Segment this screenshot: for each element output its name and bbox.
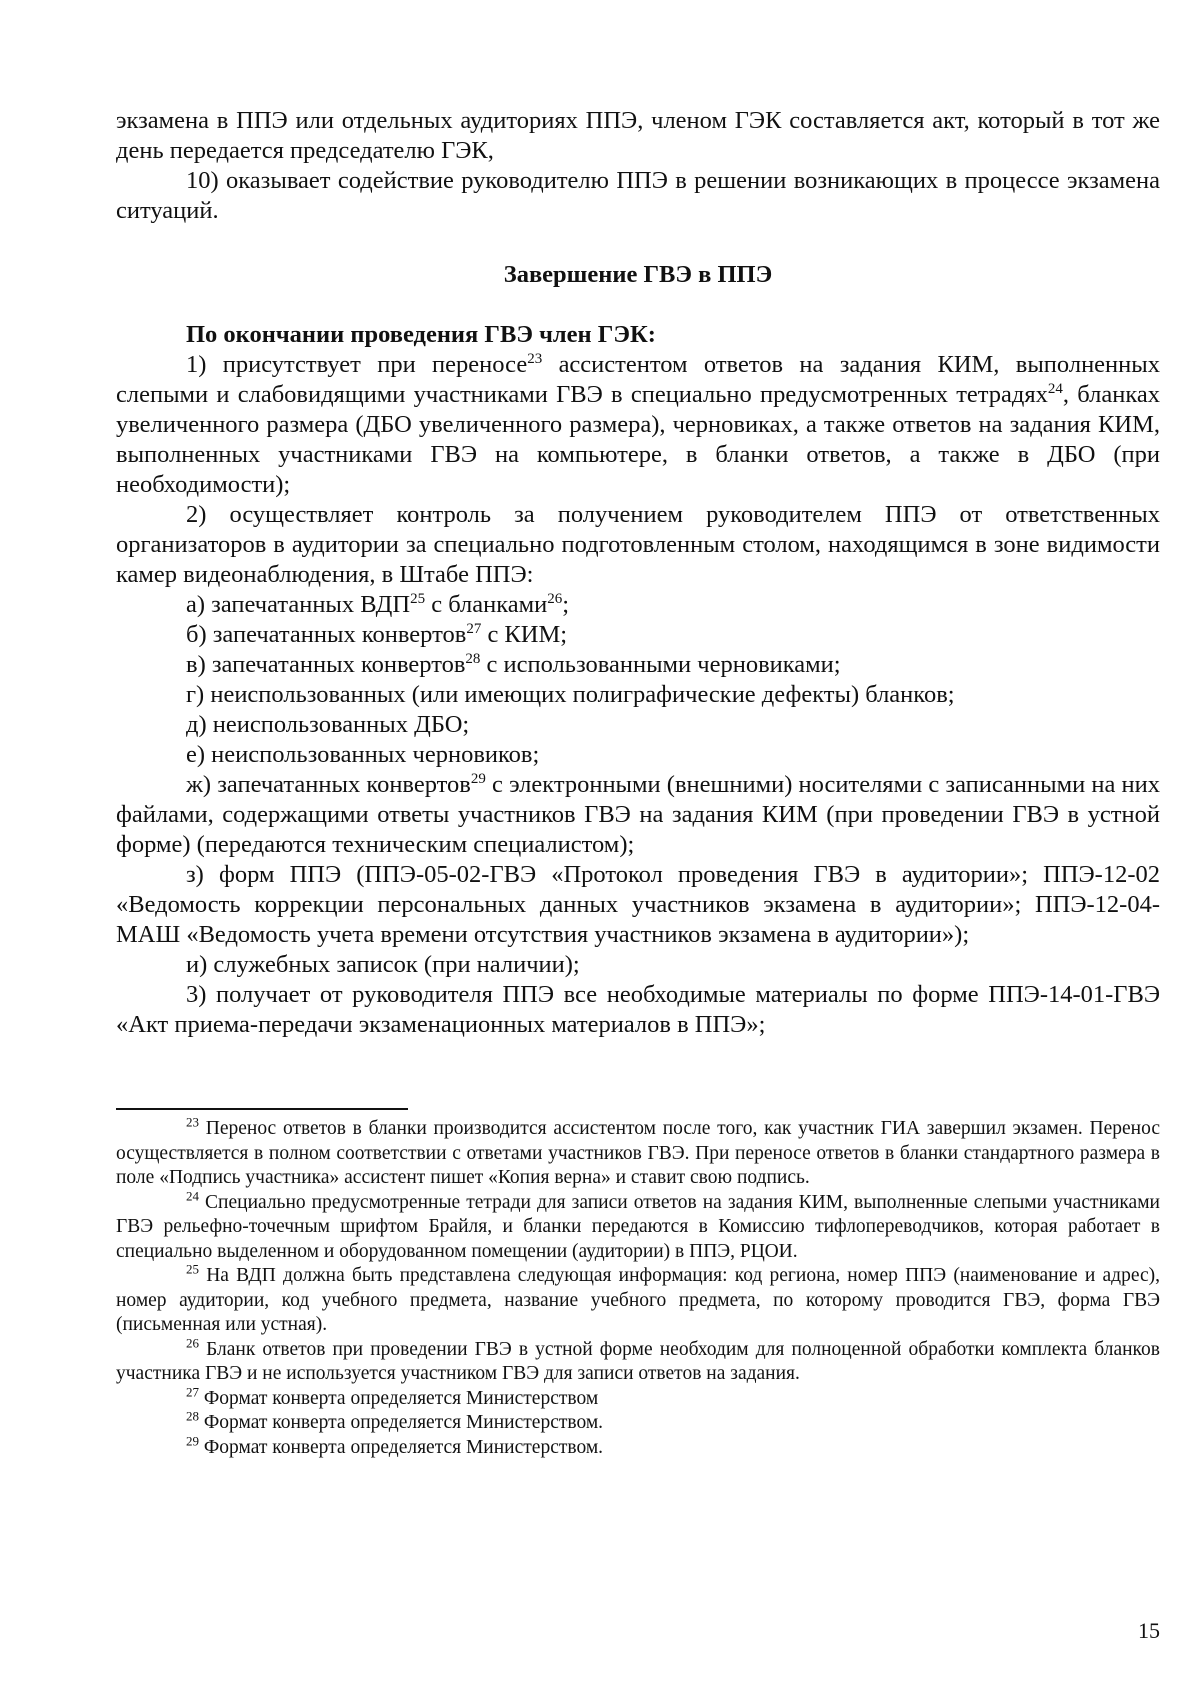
sub-item-e: е) неиспользованных черновиков; (186, 741, 540, 768)
continuation-paragraph: экзамена в ППЭ или отдельных аудиториях ППЭ, членом ГЭК составляется акт, который в тот же день передается председателю ГЭК, (116, 107, 1160, 164)
sub-item-b: б) запечатанных конвертов$^{27}$ с КИМ; (186, 620, 568, 648)
item-1: 1) присутствует при переносе$^{23}$ ассистентом ответов на задания КИМ, выполненных слепыми и слабовидящими участниками ГВЭ в специально предусмотренных тетрадях$^{24}$, бланках увеличенного размера (ДБО увеличенного размера), черновиках, а также ответов на задания КИМ, выполненных участниками ГВЭ на компьютере, в бланки ответов, а также в ДБО (при необходимости); (116, 350, 1160, 498)
footnotes (116, 1114, 1160, 1460)
sub-item-a: а) запечатанных ВДП$^{25}$ с бланками$^{26}$; (186, 590, 570, 618)
footnote-ref: 24 (1047, 380, 1063, 397)
item-10: 10) оказывает содействие руководителю ППЭ в решении возникающих в процессе экзамена ситуаций. (116, 167, 1160, 224)
footnote-ref: 26 (547, 590, 563, 607)
page-number: 15 (1138, 1618, 1160, 1643)
footnote-ref: 27 (466, 620, 482, 637)
sub-item-v: в) запечатанных конвертов$^{28}$ с использованными черновиками; (186, 650, 841, 678)
sub-item-g: г) неиспользованных (или имеющих полиграфические дефекты) бланков; (186, 681, 955, 708)
footnote-ref: 23 (527, 350, 543, 367)
footnote-ref: 28 (465, 650, 481, 667)
sub-item-z: з) форм ППЭ (ППЭ-05-02-ГВЭ «Протокол проведения ГВЭ в аудитории»; ППЭ-12-02 «Ведомость коррекции персональных данных участников экзамена в аудитории»; ППЭ-12-04-МАШ «Ведомость учета времени отсутствия участников экзамена в аудитории»); (116, 861, 1160, 948)
footnote-ref: 25 (410, 590, 426, 607)
section-intro: По окончании проведения ГВЭ член ГЭК: (186, 321, 656, 348)
footnote: $^{27}$ Формат конверта определяется Министерством (186, 1384, 599, 1409)
footnote-ref: 29 (470, 770, 486, 787)
sub-item-d: д) неиспользованных ДБО; (186, 711, 470, 738)
footnote: $^{28}$ Формат конверта определяется Министерством. (186, 1408, 604, 1433)
sub-item-i: и) служебных записок (при наличии); (186, 951, 580, 978)
sub-item-zh: ж) запечатанных конвертов$^{29}$ с электронными (внешними) носителями с записанными на них файлами, содержащими ответы участников ГВЭ на задания КИМ (при проведении ГВЭ в устной форме) (передаются техническим специалистом); (116, 770, 1160, 858)
item-2: 2) осуществляет контроль за получением руководителем ППЭ от ответственных организаторов в аудитории за специально подготовленным столом, находящимся в зоне видимости камер видеонаблюдения, в Штабе ППЭ: (116, 501, 1160, 588)
footnote: $^{24}$ Специально предусмотренные тетради для записи ответов на задания КИМ, выполненные слепыми участниками ГВЭ рельефно-точечным шрифтом Брайля, и бланки передаются в Комиссию тифлопереводчиков, которая работает в специально выделенном и оборудованном помещении (аудитории) в ППЭ, РЦОИ. (116, 1188, 1160, 1262)
footnote-separator (116, 1108, 408, 1110)
footnote: $^{26}$ Бланк ответов при проведении ГВЭ в устной форме необходим для полноценной обработки комплекта бланков участника ГВЭ и не используется участником ГВЭ для записи ответов на задания. (116, 1335, 1160, 1384)
section-title: Завершение ГВЭ в ППЭ (503, 261, 773, 288)
item-3: 3) получает от руководителя ППЭ все необходимые материалы по форме ППЭ-14-01-ГВЭ «Акт приема-передачи экзаменационных материалов в ППЭ»; (116, 981, 1160, 1038)
footnote: $^{29}$ Формат конверта определяется Министерством. (186, 1433, 604, 1458)
footnote: $^{23}$ Перенос ответов в бланки производится ассистентом после того, как участник ГИА завершил экзамен. Перенос осуществляется в полном соответствии с ответами участников ГВЭ. При переносе ответов в бланки стандартного размера в поле «Подпись участника» ассистент пишет «Копия верна» и ставит свою подпись. (116, 1114, 1160, 1188)
body-text (116, 106, 1160, 1040)
footnote: $^{25}$ На ВДП должна быть представлена следующая информация: код региона, номер ППЭ (наименование и адрес), номер аудитории, код учебного предмета, название учебного предмета, по которому проводится ГВЭ, форма ГВЭ (письменная или устная). (116, 1261, 1160, 1335)
